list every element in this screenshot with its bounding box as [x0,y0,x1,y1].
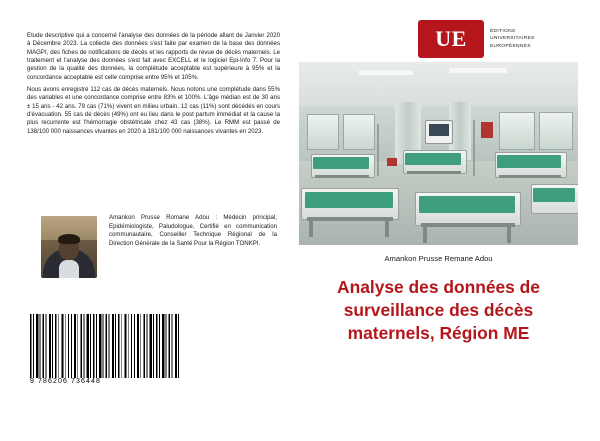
author-portrait-photo [41,216,97,278]
publisher-line-2: UNIVERSITAIRES [490,36,535,42]
publisher-logo-text [490,28,535,50]
blurb-paragraph-2: Nous avons enregistré 112 cas de décès maternels. Nous notons une complétude dans 55% des variables et une concordance comprise entre 83% et 100%. L'âge médian est de 30 ans ± 15 ans - 42 ans. 79 cas (71%) vivent en milieu urbain. 12 cas (11%) sont décédés en cours d'évacuation. 55 cas de décès (49%) ont eu lieu dans le post partum immédiat et la cause la plus recurrente est l'hémorragie obstétricale chez 43 cas (38%). Le RMM est passé de 138/100 000 naissances vivantes en 2020 à 181/100 000 naissances vivantes en 2023. [27,86,280,135]
publisher-logo-mark: UE [418,20,484,58]
publisher-line-3: EUROPÉENNES [490,43,531,49]
publisher-logo [418,20,564,60]
cover-author-name: Amankon Prusse Remane Adou [384,254,493,263]
back-cover-panel [22,14,287,426]
publisher-line-1: ÉDITIONS [490,29,516,34]
back-cover-blurb [27,32,280,140]
author-biography: Amankon Prusse Romane Adou : Médecin principal, Epidémiologiste, Paludologue, Certifié en communication communautaire, Conseiller Technique Régional de la Direction Générale de la Santé Pour la Région TONKPI. [109,214,277,247]
front-cover-panel [299,14,578,426]
isbn-number: 9 786206 736448 [30,378,101,385]
blurb-paragraph-1: Etude descriptive qui a concerné l'analyse des données de la période allant de Janvier 2020 à Décembre 2023. La collecte des données s'est faite par examen de la base des données MAGPI, des fiches de notifications de décès et les rapports de revue de décès maternels. Le traitement et l'analyse des données s'est fait avec EXCELL et le logiciel Epi-Info 7. Pour la gestion de la qualité des données, la complétude acceptable est supérieure à 95% et la concordance acceptable est celle comprise entre 95% et 105%. [27,32,280,81]
isbn-barcode [30,314,180,392]
cover-title: Analyse des données de surveillance des décès maternels, Région ME [337,277,540,344]
author-block [27,212,280,284]
book-spine [287,14,299,426]
cover-hero-image [299,62,578,245]
barcode-bars [30,314,180,378]
